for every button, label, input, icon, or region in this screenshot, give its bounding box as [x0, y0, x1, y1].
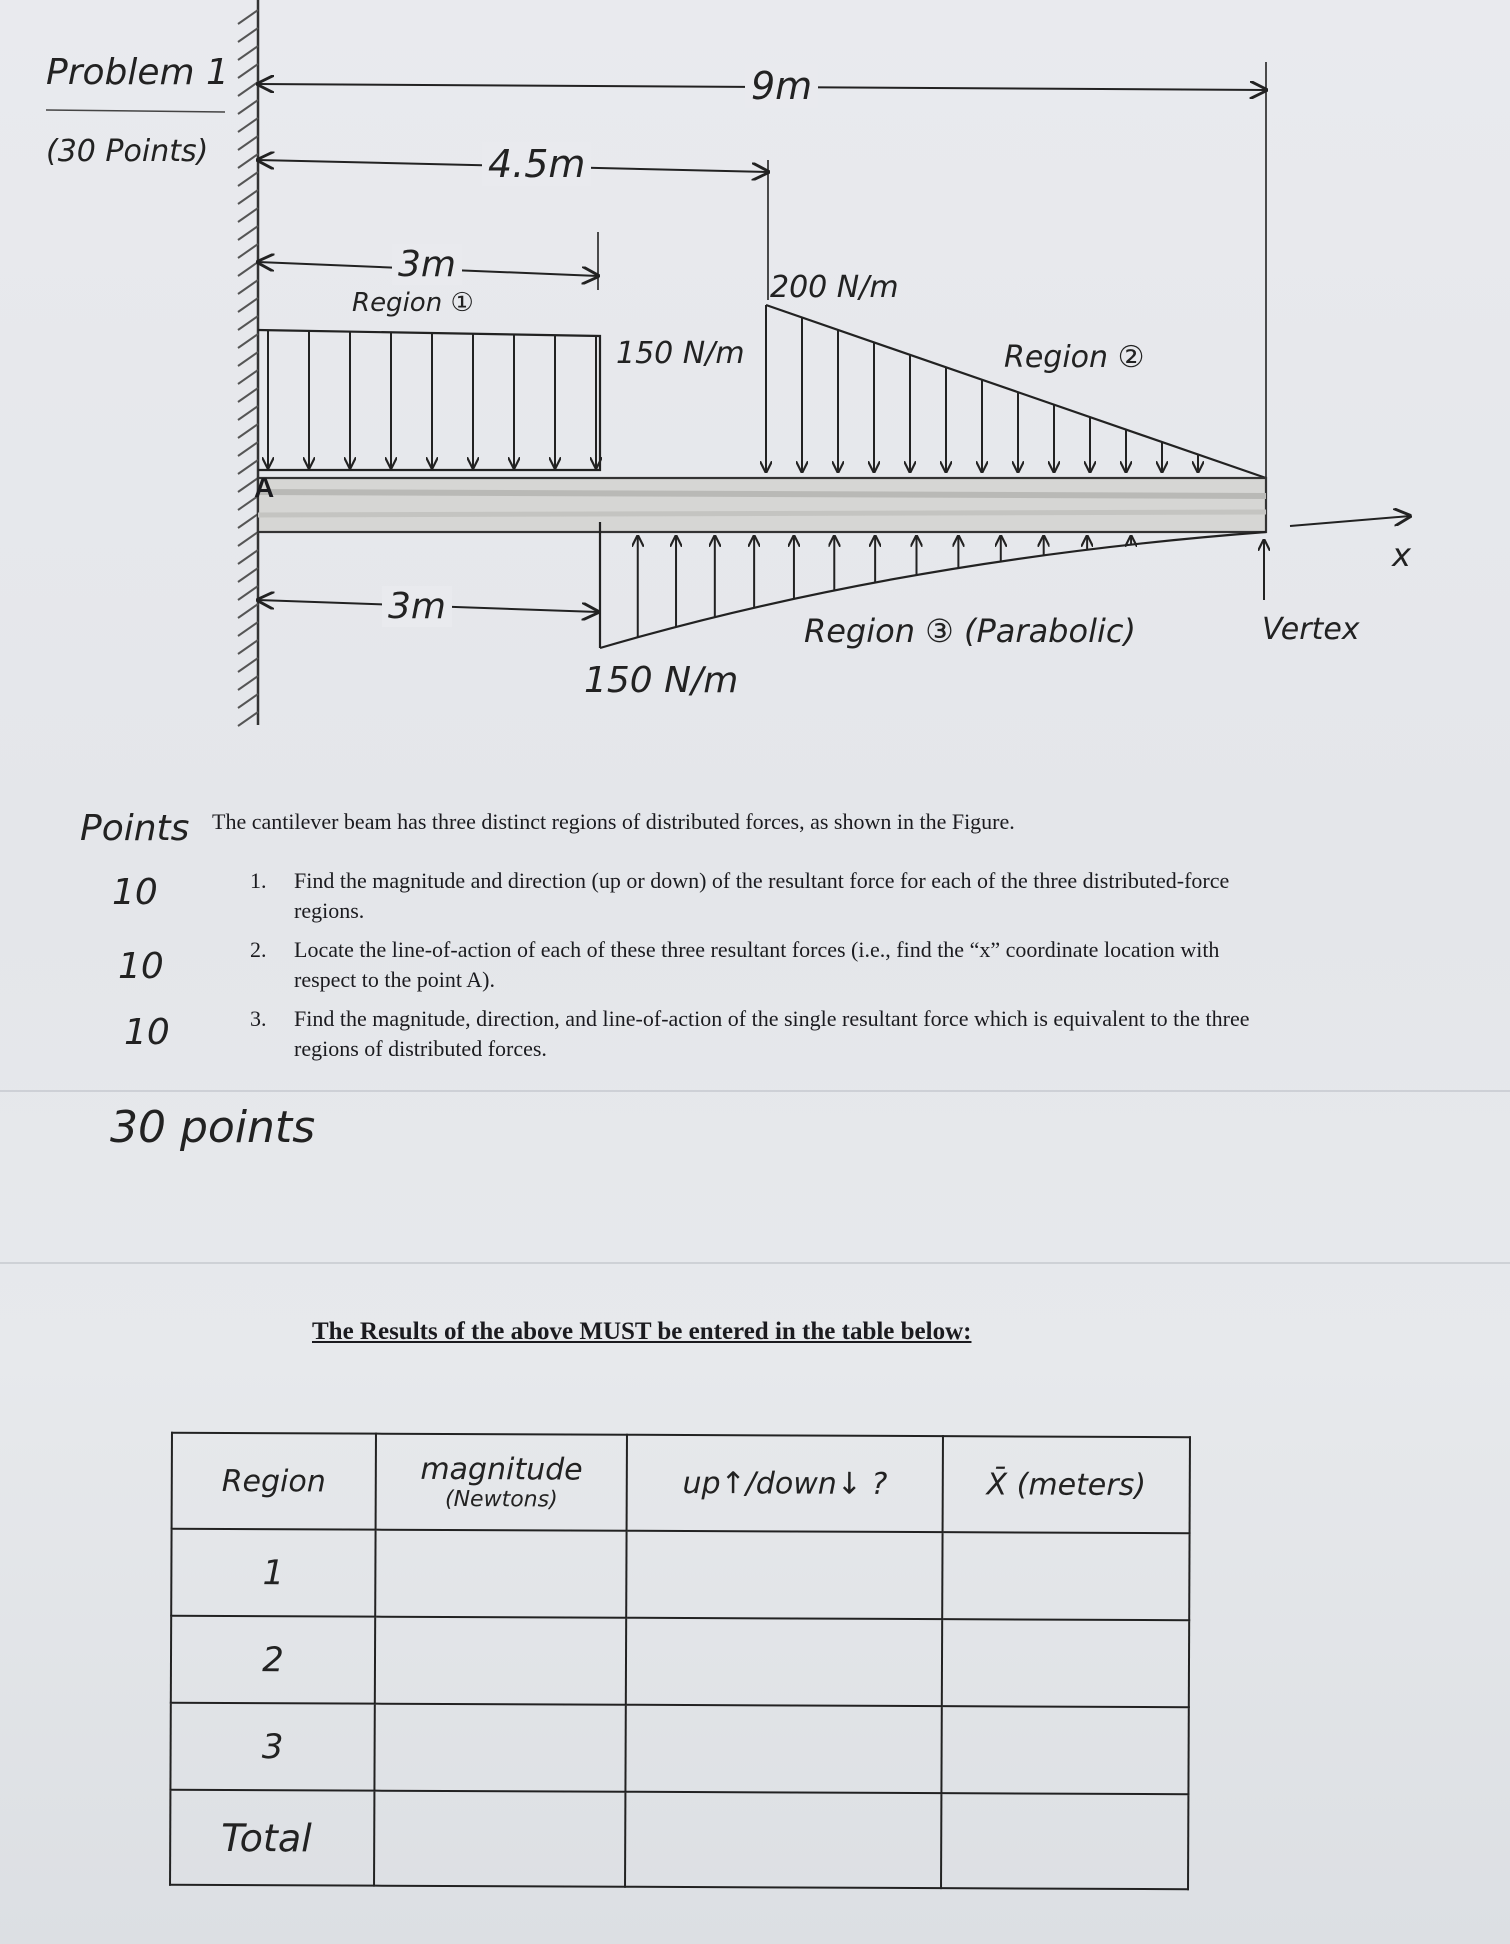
table-row [171, 1529, 1189, 1620]
table-row-total [170, 1790, 1188, 1889]
wall-hatch-line [238, 694, 258, 708]
xbar-cell[interactable] [942, 1532, 1189, 1620]
wall-hatch-line [238, 100, 258, 114]
table-header-row [172, 1433, 1190, 1533]
x-axis-arrow [1290, 516, 1410, 526]
beam-figure [0, 0, 1510, 780]
wall-hatch-line [238, 352, 258, 366]
problem-title: Problem 1 [46, 52, 229, 93]
table-row [171, 1616, 1189, 1707]
results-heading: The Results of the above MUST be entered in the table below: [312, 1318, 972, 1345]
wall-hatch-line [238, 280, 258, 294]
wall-hatch-line [238, 388, 258, 402]
magnitude-cell[interactable] [374, 1704, 626, 1792]
wall-hatch-line [238, 604, 258, 618]
xbar-cell[interactable] [941, 1793, 1188, 1889]
wall-hatch-line [238, 172, 258, 186]
label-200: 200 N/m [770, 270, 899, 305]
wall-hatch-line [238, 676, 258, 690]
page-fold-line [0, 1262, 1510, 1264]
magnitude-cell[interactable] [374, 1791, 626, 1887]
points-total: 30 points [110, 1102, 316, 1153]
label-region2: Region ② [1004, 340, 1145, 375]
label-point-a: A [254, 472, 275, 503]
header-xbar: X̄ (meters) [943, 1436, 1190, 1533]
wall-hatch-line [238, 208, 258, 222]
wall-hatch-line [238, 10, 258, 24]
wall-hatch-line [238, 424, 258, 438]
label-9m: 9m [745, 64, 818, 108]
label-3m-bottom: 3m [382, 586, 452, 627]
table-row [170, 1703, 1188, 1794]
points-value-3: 10 [124, 1012, 170, 1053]
problem-points: (30 Points) [46, 134, 209, 169]
wall-hatch-line [238, 640, 258, 654]
wall-hatch-line [238, 334, 258, 348]
problem-description: The cantilever beam has three distinct regions of distributed forces, as shown in the Figure. [212, 809, 1015, 834]
wall-hatch-line [238, 658, 258, 672]
header-region: Region [172, 1433, 376, 1530]
points-value-2: 10 [118, 946, 164, 987]
wall-hatch-line [238, 442, 258, 456]
label-150-bottom: 150 N/m [584, 660, 739, 701]
wall-hatch-line [238, 244, 258, 258]
header-magnitude-unit: (Newtons) [444, 1486, 558, 1513]
page-fold-line [0, 1090, 1510, 1092]
row-label: 1 [171, 1529, 375, 1617]
direction-cell[interactable] [625, 1792, 941, 1888]
cantilever-beam [258, 478, 1266, 532]
header-magnitude-label: magnitude [420, 1451, 583, 1488]
wall-hatch-line [238, 532, 258, 546]
label-150-top: 150 N/m [616, 336, 745, 371]
magnitude-cell[interactable] [375, 1530, 627, 1618]
task-item [250, 866, 1280, 926]
wall-hatch-line [238, 712, 258, 726]
wall-hatch-line [238, 550, 258, 564]
points-value-1: 10 [112, 872, 158, 913]
label-region1: Region ① [352, 288, 474, 318]
wall-hatch-line [238, 514, 258, 528]
wall-hatch-line [238, 154, 258, 168]
results-table [169, 1432, 1191, 1890]
task-number: 1. [250, 868, 267, 893]
wall-hatch-line [238, 586, 258, 600]
xbar-cell[interactable] [942, 1619, 1189, 1707]
task-number: 2. [250, 937, 267, 962]
wall-hatch-line [238, 298, 258, 312]
wall-hatch-line [238, 118, 258, 132]
task-text: Find the magnitude, direction, and line-of-action of the single resultant force which is equivalent to the three regions of distributed forces. [294, 1006, 1250, 1061]
label-3m-top: 3m [392, 244, 462, 285]
row-label: 3 [170, 1703, 374, 1791]
wall-hatch-line [238, 64, 258, 78]
region1-uniform-load [258, 330, 600, 470]
xbar-cell[interactable] [941, 1706, 1188, 1794]
wall-hatch-line [238, 262, 258, 276]
label-x-axis: x [1392, 536, 1411, 574]
task-item [250, 935, 1280, 995]
wall-hatch-line [238, 226, 258, 240]
row-label: 2 [171, 1616, 375, 1704]
wall-hatch-line [238, 622, 258, 636]
header-magnitude [376, 1434, 628, 1531]
wall-hatch-line [238, 136, 258, 150]
direction-cell[interactable] [626, 1618, 942, 1706]
wall-hatch-line [238, 568, 258, 582]
label-region3: Region ③ (Parabolic) [804, 612, 1136, 650]
label-45m: 4.5m [482, 142, 591, 186]
task-list [250, 866, 1280, 1073]
points-header: Points [80, 808, 190, 849]
wall-hatch-line [238, 406, 258, 420]
region2-triangular-load [766, 305, 1266, 478]
wall-hatch-line [238, 190, 258, 204]
wall-hatch-line [238, 28, 258, 42]
wall-hatch-line [238, 46, 258, 60]
problem-underline [46, 110, 225, 112]
wall-hatch-line [238, 82, 258, 96]
task-item [250, 1004, 1280, 1064]
wall-hatch-line [238, 370, 258, 384]
header-direction: up↑/down↓ ? [627, 1435, 943, 1532]
direction-cell[interactable] [626, 1705, 942, 1793]
fixed-wall [238, 0, 258, 726]
task-number: 3. [250, 1006, 267, 1031]
label-vertex: Vertex [1262, 612, 1360, 647]
row-label: Total [170, 1790, 374, 1886]
task-text: Find the magnitude and direction (up or down) of the resultant force for each of the three distributed-force regions. [294, 868, 1230, 923]
wall-hatch-line [238, 316, 258, 330]
direction-cell[interactable] [627, 1531, 943, 1619]
task-text: Locate the line-of-action of each of these three resultant forces (i.e., find the “x” coordinate location with respect to the point A). [294, 937, 1220, 992]
magnitude-cell[interactable] [375, 1617, 627, 1705]
